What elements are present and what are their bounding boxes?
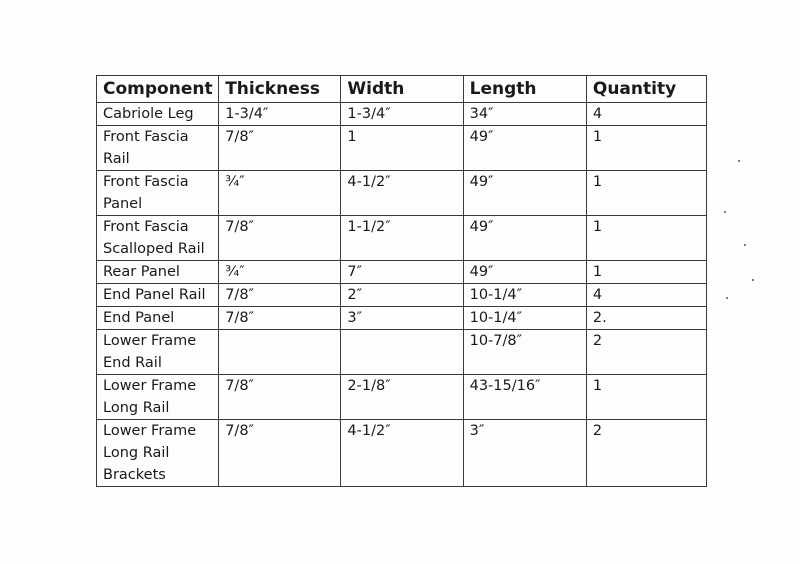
cell-thickness: ¾″ [219,171,341,216]
cut-list-table [96,75,707,487]
cell-width: 4-1/2″ [341,171,463,216]
cell-width: 7″ [341,261,463,284]
cell-quantity: 1 [586,126,706,171]
cell-quantity: 4 [586,103,706,126]
table-row [97,375,707,420]
cell-component: Front Fascia Panel [97,171,219,216]
header-component: Component [97,76,219,103]
cell-quantity: 2. [586,307,706,330]
cell-width: 3″ [341,307,463,330]
table-row [97,420,707,487]
cell-length: 10-7/8″ [463,330,586,375]
cell-thickness: ¾″ [219,261,341,284]
cell-thickness: 1-3/4″ [219,103,341,126]
cell-width [341,330,463,375]
table-row [97,261,707,284]
cell-quantity: 4 [586,284,706,307]
cell-length: 49″ [463,261,586,284]
header-width: Width [341,76,463,103]
cell-width: 1-3/4″ [341,103,463,126]
cell-width: 4-1/2″ [341,420,463,487]
header-row [97,76,707,103]
cell-quantity: 2 [586,330,706,375]
table-row [97,171,707,216]
cell-length: 49″ [463,126,586,171]
table-row [97,284,707,307]
cell-length: 10-1/4″ [463,307,586,330]
header-length: Length [463,76,586,103]
cell-quantity: 2 [586,420,706,487]
scan-speck [738,160,740,162]
cell-component: End Panel [97,307,219,330]
cell-length: 49″ [463,171,586,216]
cell-length: 10-1/4″ [463,284,586,307]
cell-component: Rear Panel [97,261,219,284]
scan-speck [724,211,726,213]
table-row [97,307,707,330]
header-quantity: Quantity [586,76,706,103]
cell-thickness [219,330,341,375]
table-row [97,103,707,126]
cell-quantity: 1 [586,216,706,261]
cell-thickness: 7/8″ [219,420,341,487]
cell-length: 34″ [463,103,586,126]
cell-width: 1 [341,126,463,171]
cell-component: End Panel Rail [97,284,219,307]
table-row [97,216,707,261]
cell-length: 49″ [463,216,586,261]
cell-component: Lower Frame End Rail [97,330,219,375]
scan-speck [752,279,754,281]
cell-component: Lower Frame Long Rail Brackets [97,420,219,487]
cell-length: 43-15/16″ [463,375,586,420]
cell-component: Cabriole Leg [97,103,219,126]
cell-component: Front Fascia Scalloped Rail [97,216,219,261]
cell-width: 2″ [341,284,463,307]
cell-thickness: 7/8″ [219,126,341,171]
cell-quantity: 1 [586,171,706,216]
cell-component: Lower Frame Long Rail [97,375,219,420]
cell-quantity: 1 [586,375,706,420]
table-row [97,330,707,375]
cell-thickness: 7/8″ [219,284,341,307]
header-thickness: Thickness [219,76,341,103]
table-row [97,126,707,171]
cell-thickness: 7/8″ [219,307,341,330]
scan-speck [744,244,746,246]
cell-thickness: 7/8″ [219,375,341,420]
cell-thickness: 7/8″ [219,216,341,261]
cell-length: 3″ [463,420,586,487]
cell-component: Front Fascia Rail [97,126,219,171]
cell-quantity: 1 [586,261,706,284]
cell-width: 2-1/8″ [341,375,463,420]
cell-width: 1-1/2″ [341,216,463,261]
scan-speck [726,297,728,299]
